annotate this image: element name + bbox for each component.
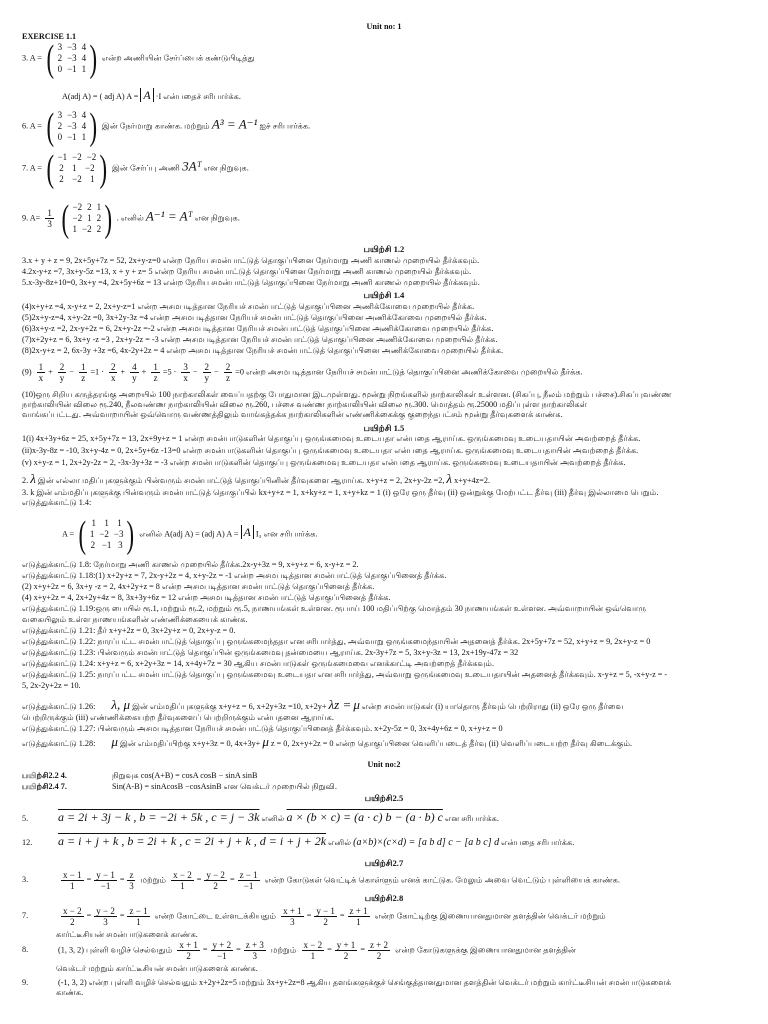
- question-9-system: (9) $\frac{1}{x}$ + $\frac{2}{y}$ − $\frac{1}{z}$ =1 · $\frac{2}{x}$ + $\frac{4}{y}$ + $\frac{1}{z}$ =5 · $\frac{3}{x}$ − $\frac{2}{y}$ − $\frac{2}{z}$ =0 என்ற அசமபடித்தான நேரியச் சமன்பாட்டுத் தொகுப்பினை அணிக்கோவை முறையில் தீர்க்க.: [22, 362, 583, 383]
- matrix-cell: 1: [81, 132, 87, 142]
- question-9-plane-cont: காண்க.: [56, 988, 84, 997]
- example-line: 5, 2x-2y+2z = 10.: [22, 681, 81, 690]
- symmetric-line-equation: $\frac{x + 1}{3}$ = $\frac{y - 1}{2}$ = $\frac{z + 1}{1}$: [283, 906, 368, 927]
- matrix-row: [58, 163, 97, 174]
- example-1-26-line: எடுத்துக்காட்டு 1.27: பின்வரும் அசமபடித்தான நேரியச் சமன்பாட்டுத் தொகுப்பினைத் தீர்க்கவும். x+2y-5z = 0, 3x+4y+6z = 0, x+y+z = 0: [22, 724, 503, 733]
- exercise-1-5-item: (v) x+y-z = 1, 2x+2y-2z = 2, -3x-3y+3z = -3 என்ற சமன்பாடுகளின் தொகுப்பு ஒருங்கமைவு உடையதா என்பதை ஆராய்க. ஒருங்கமைவு உடையதாயின் அவற்றைத் தீர்க்க.: [22, 458, 626, 467]
- matrix-row: [58, 64, 87, 75]
- section-2-7: பயிற்சி2.7: [364, 858, 404, 868]
- matrix-cell: 2: [90, 540, 96, 550]
- question-3-verify: A(adj A) = ( adj A) A = A ·I என்பதைச் சரிபார்க்க.: [62, 88, 241, 102]
- matrix-cell: 4: [81, 53, 87, 63]
- matrix-cell: 3: [57, 42, 63, 52]
- unit-2-item: பயிற்சி2.4 7. Sin(A-B) = sinAcosB −cosAsinB என வெக்டர் முறையில் நிறுவி.: [22, 782, 337, 791]
- question-8-plane-cont: வெக்டர் மற்றும் கார்ட்டீசியன் சமன்பாடுகளைக் காண்க.: [56, 964, 258, 973]
- matrix-cell: −1: [57, 152, 68, 162]
- example-line: எடுத்துக்காட்டு 1.24: x+y+z = 6, x+2y+3z = 14, x+4y+7z = 30 ஆகிய சமன்பாடுகள் ஒருங்கமைவை எனக்காட்டி அவற்றைத் தீர்க்கவும்.: [22, 659, 495, 668]
- matrix-row: [90, 518, 124, 529]
- section-2-8: பயிற்சி2.8: [364, 893, 404, 903]
- question-3: 3. A = ( 3 −3 4 2 −3 4 0 −1 1 ) என்ற அணியின் சேர்ப்பைக் கண்டுபிடித்து: [22, 37, 255, 80]
- exercise-1-4-item: (5)2x+y-z=4, x+y-2z =0, 3x+2y-3z =4 என்ற அசமபடித்தான நேரியச் சமன்பாட்டுத் தொகுப்பினை அணிக்கோவை முறையில் தீர்க்க.: [22, 313, 487, 322]
- matrix-cell: 1: [117, 518, 122, 528]
- matrix-cell: 1: [91, 518, 97, 528]
- matrix-row: [90, 540, 124, 551]
- example-1-4: A = ( 1 1 1 1 −2 −3 2 −1 3 ) எனில் A(adj A) = (adj A) A = A I₃ என சரிபார்க்க.: [62, 513, 318, 556]
- example-line: (2) x+y+2z = 6, 3x+y -z = 2, 4x+2y+z = 8 என்ற அசமபடித்தான சமன்பாட்டுத் தொகுப்பினைத் தீர்க்க.: [22, 582, 375, 591]
- matrix-cell: −2: [72, 202, 83, 212]
- question-3-lines: 3. $\frac{x - 1}{1}$ = $\frac{y - 1}{-1}$ = $\frac{z}{3}$ மற்றும் $\frac{x - 2}{1}$ = $\frac{y - 2}{2}$ = $\frac{z - 1}{-1}$ என்ற கோடுகள் வெட்டிக் கொள்ளும் எனக் காட்டுக. மேலும் அவை வெட்டும் புள்ளியைக் காண்க.: [22, 870, 620, 891]
- matrix-cell: 2: [87, 202, 92, 212]
- exercise-1-4-item: (8)2x-y+z = 2, 6x-3y +3z =6, 4x-2y+2z = 4 என்ற அசமபடித்தான நேரியச் சமன்பாட்டுத் தொகுப்பினை அணிக்கோவை முறையில் தீர்க்க.: [22, 346, 504, 355]
- matrix-cell: −2: [86, 152, 97, 162]
- matrix-cell: 1: [81, 64, 87, 74]
- example-1-26: எடுத்துக்காட்டு 1.26: λ, μ இன் எம்மதிப்புகளுக்கு x+y+z = 6, x+2y+3z =10, x+2y+ λz = μ என்ற சமன்பாடுகள் (i) யாதொரு தீர்வும் பெற்றிராது (ii) ஒரே ஒரு தீர்வை: [22, 697, 624, 712]
- question-9: 9. A= $\frac{1}{3}$ ( −2 2 1 −2 1 2 1 −2 2 ) . எனில் A⁻¹ = Aᵀ என நிறுவுக.: [22, 197, 240, 240]
- question-7-plane: 7. $\frac{x - 2}{2}$ = $\frac{y - 2}{3}$ = $\frac{z - 1}{1}$ என்ற கோட்டை உள்ளடக்கியதும் $\frac{x + 1}{3}$ = $\frac{y - 1}{2}$ = $\frac{z + 1}{1}$ என்ற கோட்டிற்கு இணையானதுமான தளத்தின் வெக்டர் மற்றும்: [22, 906, 606, 927]
- matrix-cell: −3: [67, 121, 77, 131]
- matrix-row: [58, 174, 97, 185]
- question-2-lambda: 2. λ இன் எல்லா மதிப்புகளுக்கும் பின்வரும் சமன்பாட்டுத் தொகுப்பினின் தீர்வுகளை ஆராய்க. x+y+z = 2, 2x+y-2z =2, λ x+y+4z=2.: [22, 471, 491, 486]
- matrix-cell: −2: [72, 213, 83, 223]
- unit-2-heading: Unit no:2: [367, 760, 401, 769]
- symmetric-line-equation: $\frac{x - 2}{1}$ = $\frac{y + 1}{2}$ = $\frac{z + 2}{2}$: [303, 940, 389, 961]
- section-1-2: பயிற்சி 1.2: [363, 244, 405, 254]
- example-line: எடுத்துக்காட்டு 1.25: நாரப்பட்ட சமன்பாட்டுத் தொகுப்பு ஒருங்கமைவு உடையதா என சரிபார்த்து, அவ்வாறு ஒருங்கமைவு உடையதாயின் அதனைத் தீர்க்கவும். x-y+z = 5, -x+y-z = -: [22, 670, 668, 679]
- question-10-line: (10)ஒரு சிறிய கருத்தரங்கு அறையில் 100 நாற்காலிகள் வைப்பதற்கு போதுமான இடமுள்ளது. மூன்று நிறங்களில் நாற்காலிகள் உள்ளன. (சிகப்பு, நீலம் மற்றும் பச்சை).சிகப்புவண்ண: [22, 390, 672, 399]
- question-3-k: 3. k இன் எம்மதிப்புகளுக்கு பின்வரும் சமன்பாட்டுத் தொகுப்பில் kx+y+z = 1, x+ky+z = 1, x+y+kz = 1 (i) ஒரே ஒரு தீர்வு (ii) ஒன்றுக்கு மேற்பட்ட தீர்வு (iii) தீர்வு இல்லாமை பெறும்.: [22, 488, 659, 497]
- unit-1-heading: Unit no: 1: [366, 22, 402, 31]
- matrix-row: [58, 152, 97, 163]
- document-page: [22, 0, 746, 1024]
- matrix-cell: 0: [57, 132, 63, 142]
- example-line: எடுத்துக்காட்டு 1.18:(1) x+2y+z = 7, 2x-y+2z = 4, x+y-2z = -1 என்ற அசமபடித்தான சமன்பாட்டுத் தொகுப்பினைத் தீர்க்க.: [22, 571, 447, 580]
- example-1-28: எடுத்துக்காட்டு 1.28: μ இன் எம்மதிப்பிற்கு x+y+3z = 0, 4x+3y+ μ z = 0, 2x+y+2z = 0 என்ற தொகுப்பினை வெளிப்படைத் தீர்வு (ii) வெளிப்படையற்ற தீர்வு கிடைக்கும்.: [22, 734, 633, 749]
- question-10-line: வாங்கப்பட்டது. அவ்வாறாயின் ஒவ்வொரு வண்ணத்திலும் வாங்கத்தக்க நாற்காலிகளின் எண்ணிக்கைக்கு குறைந்தபட்சம் மூன்று தீர்வுகளைக் காண்க.: [22, 410, 563, 419]
- matrix-row: [73, 224, 102, 235]
- matrix-cell: 2: [57, 53, 63, 63]
- matrix-row: [58, 132, 87, 143]
- question-5-vectors: 5. a = 2i + 3j − k , b = −2i + 5k , c = j − 3k எனில் a × (b × c) = (a · c) b − (a · b) c என சரிபார்க்க.: [22, 810, 499, 824]
- question-10-line: நாற்காலியின் விலை ரூ.240, நீலவண்ண நாற்காலியின் விலை ரூ.260, பச்சை வண்ண நாற்காலியின் விலை ரூ.300. மொத்தம் ரூ.25000 மதிப்புள்ள நாற்காலிகள்: [22, 400, 588, 409]
- matrix-cell: 0: [57, 64, 63, 74]
- matrix-cell: 1: [72, 224, 78, 234]
- exercise-1-2-item: 4.2x-y+z =7, 3x+y-5z =13, x + y + z= 5 என்ற நேரிய சமன்பாட்டுத் தொகுப்பினை நேர்மாறு அணி காணல் முறையில் தீர்க்கவும்.: [22, 267, 472, 276]
- symmetric-line-equation: $\frac{x - 2}{1}$ = $\frac{y - 2}{2}$ = $\frac{z - 1}{-1}$: [173, 870, 258, 891]
- matrix-cell: −2: [99, 529, 109, 539]
- matrix-row: [73, 202, 102, 213]
- question-8-plane: 8. (1, 3, 2) புள்ளி வழிச் செல்வதும் $\frac{x + 1}{2}$ = $\frac{y + 2}{-1}$ = $\frac{z + 3}{3}$ மற்றும் $\frac{x - 2}{1}$ = $\frac{y + 1}{2}$ = $\frac{z + 2}{2}$ என்ற கோடுகளுக்கு இணையானதுமான தளத்தின்: [22, 940, 576, 961]
- matrix-cell: −2: [82, 224, 92, 234]
- matrix-row: [58, 42, 87, 53]
- matrix-cell: 2: [59, 174, 64, 184]
- matrix-cell: −1: [67, 132, 77, 142]
- matrix-row: [58, 110, 87, 121]
- matrix-cell: 2: [59, 163, 64, 173]
- example-line: எடுத்துக்காட்டு 1.21: தீர் x+y+2z = 0, 3x+2y+z = 0, 2x+y-z = 0.: [22, 626, 236, 635]
- section-2-5: பயிற்சி2.5: [364, 793, 404, 803]
- question-12-vectors: 12. a = i + j + k , b = 2i + k , c = 2i + j + k , d = i + j + 2k எனில் (a×b)×(c×d) = [a b d] c − [a b c] d என்பதை சரிபார்க்க.: [22, 834, 575, 848]
- matrix-cell: 1: [89, 529, 95, 539]
- matrix-q3: ( 3 −3 4 2 −3 4 0 −1 1 ): [46, 37, 98, 80]
- matrix-cell: −3: [67, 110, 77, 120]
- unit-2-item: பயிற்சி2.2 4. நிறுவுக cos(A+B) = cosA cosB − sinA sinB: [22, 771, 258, 780]
- question-7-plane-cont: கார்ட்டீசியன் சமன்பாடுகளைக் காண்க.: [56, 930, 198, 939]
- exercise-1-4-item: (7)x+2y+z = 6, 3x+y -z =3 , 2x+y-2z = -3 என்ற அசமபடித்தான நேரியச் சமன்பாட்டுத் தொகுப்பினை அணிக்கோவை முறையில் தீர்க்க.: [22, 335, 498, 344]
- matrix-q6: ( 3 −3 4 2 −3 4 0 −1 1 ): [46, 105, 98, 148]
- matrix-cell: −3: [113, 529, 124, 539]
- question-9-plane: 9. (-1, 3, 2) என்ற புள்ளி வழிச் செல்வதும் x+2y+2z=5 மற்றும் 3x+y+2z=8 ஆகிய தளங்களுக்குச் செங்குத்தானதுமான தளத்தின் வெக்டர் மற்றும் கார்ட்டீசியன் சமன்பாடுகளைக்: [22, 978, 671, 987]
- symmetric-line-equation: $\frac{x + 1}{2}$ = $\frac{y + 2}{-1}$ = $\frac{z + 3}{3}$: [179, 940, 264, 961]
- matrix-ex14: ( 1 1 1 1 −2 −3 2 −1 3 ): [78, 513, 135, 556]
- section-1-4: பயிற்சி 1.4: [363, 290, 405, 300]
- matrix-cell: −2: [72, 174, 82, 184]
- matrix-cell: 2: [96, 213, 102, 223]
- exercise-1-5-item: (ii)x-3y-8z = -10, 3x+y-4z = 0, 2x+5y+6z -13=0 என்ற சமன்பாடுகளின் தொகுப்பு ஒருங்கமைவு உடையதா என்பதை ஆராய்க. ஒருங்கமைவு உடையதாயின் அவற்றைத் தீர்க்க.: [22, 446, 639, 455]
- matrix-cell: 1: [72, 163, 77, 173]
- matrix-q7: ( −1 −2 −2 2 1 −2 2 −2 1 ): [46, 147, 108, 190]
- matrix-cell: 3: [118, 540, 123, 550]
- example-line: எடுத்துக்காட்டு 1.22: நாரப்பட்ட சமன்பாட்டுத் தொகுப்பு ஒருங்கமைந்ததா என சரிபார்த்து, அவ்வாறு ஒருங்கமைந்தாயின் அதனைத் தீர்க்க. 2x+5y+7z = 52, x+y+z = 9, 2x+y-z = 0: [22, 637, 651, 646]
- exercise-heading: EXERCISE 1.1: [22, 32, 77, 41]
- matrix-cell: 3: [57, 110, 63, 120]
- example-line: எடுத்துக்காட்டு 1.8: நேர்மாறு அணி காணல் முறையில் தீர்க்க.2x-y+3z = 9, x+y+z = 6, x-y+z = 2.: [22, 560, 359, 569]
- example-line: (4) x+y+2z = 4, 2x+2y+4z = 8, 3x+3y+6z = 12 என்ற அசமபடித்தான சமன்பாட்டுத் தொகுப்பினைத் தீர்க்க.: [22, 593, 391, 602]
- question-7: 7. A = ( −1 −2 −2 2 1 −2 2 −2 1 ) இன் சேர்ப்பு அணி 3Aᵀ என நிறுவுக.: [22, 147, 249, 190]
- example-line: வகையிலும் உள்ள நாணயங்களின் எண்ணிக்கையைக் காண்க.: [22, 615, 248, 624]
- matrix-cell: 4: [81, 42, 87, 52]
- matrix-cell: −2: [85, 163, 95, 173]
- matrix-row: [73, 213, 102, 224]
- matrix-cell: 2: [57, 121, 63, 131]
- example-1-26-line: பெற்றிருக்கும் (iii) எண்ணிக்கையற்ற தீர்வுகளைப் பெற்றிருக்கும் என்பதனை ஆராய்க.: [22, 713, 334, 722]
- matrix-row: [58, 53, 87, 64]
- example-line: எடுத்துக்காட்டு 1.19:ஒரு பையில் ரூ.1, மற்றும் ரூ.2, மற்றும் ரூ.5, நாணயங்கள் உள்ளன. ரூபாய் 100 மதிப்பிற்கு மொத்தம் 30 நாணயங்கள் உள்ளன. அவ்வாறாயின் ஒவ்வொரு: [22, 604, 647, 613]
- matrix-cell: 4: [81, 110, 87, 120]
- matrix-cell: 1: [90, 174, 95, 184]
- matrix-cell: 1: [87, 213, 92, 223]
- matrix-cell: −1: [67, 64, 77, 74]
- exercise-1-5-item: 1(i) 4x+3y+6z = 25, x+5y+7z = 13, 2x+9y+z = 1 என்ற சமன்பாடுகளின் தொகுப்பு ஒருங்கமைவு உடையதா என்பதை ஆராய்க. ஒருங்கமைவு உடையதாயின் அவற்றைத் தீர்க்க.: [22, 434, 641, 443]
- matrix-row: [58, 121, 87, 132]
- matrix-cell: 1: [104, 518, 109, 528]
- matrix-cell: 4: [81, 121, 87, 131]
- matrix-cell: −2: [72, 152, 82, 162]
- section-1-5: பயிற்சி 1.5: [363, 423, 405, 433]
- matrix-cell: −3: [67, 42, 77, 52]
- symmetric-line-equation: $\frac{x - 2}{2}$ = $\frac{y - 2}{3}$ = $\frac{z - 1}{1}$: [63, 906, 148, 927]
- matrix-cell: 2: [96, 224, 102, 234]
- matrix-cell: −1: [101, 540, 112, 550]
- matrix-cell: 1: [96, 202, 102, 212]
- symmetric-line-equation: $\frac{x - 1}{1}$ = $\frac{y - 1}{-1}$ = $\frac{z}{3}$: [63, 870, 134, 891]
- matrix-cell: −3: [67, 53, 77, 63]
- matrix-q9: ( −2 2 1 −2 1 2 1 −2 2 ): [61, 197, 113, 240]
- exercise-1-4-item: (4)x+y+z =4, x-y+z = 2, 2x+y-z=1 என்ற அசமபடித்தான நேரியச் சமன்பாட்டுத் தொகுப்பினை அணிக்கோவை முறையில் தீர்க்க.: [22, 302, 475, 311]
- matrix-row: [90, 529, 124, 540]
- example-1-4-label: எடுத்துக்காட்டு 1.4:: [22, 498, 92, 507]
- exercise-1-4-item: (6)3x+y-z =2, 2x-y+2z = 6, 2x+y-2z =-2 என்ற அசமபடித்தான நேரியச் சமன்பாட்டுத் தொகுப்பினை அணிக்கோவை முறையில் தீர்க்க.: [22, 324, 494, 333]
- exercise-1-2-item: 3.x + y + z = 9, 2x+5y+7z = 52, 2x+y-z=0 என்ற நேரிய சமன்பாட்டுத் தொகுப்பினை நேர்மாறு அணி காணல் முறையில் தீர்க்கவும்.: [22, 256, 480, 265]
- exercise-1-2-item: 5.x-3y-8z+10=0, 3x+y =4, 2x+5y+6z = 13 என்ற நேரிய சமன்பாட்டுத் தொகுப்பினை நேர்மாறு அணி காணல் முறையில் தீர்க்கவும்.: [22, 278, 480, 287]
- example-line: எடுத்துக்காட்டு 1.23: பின்வரும் சமன்பாட்டுத் தொகுப்பின் ஒருங்கமைவு தன்மையை ஆராய்க. 2x-3y+7z = 5, 3x+y-3z = 13, 2x+19y-47z = 32: [22, 648, 519, 657]
- question-6: 6. A = ( 3 −3 4 2 −3 4 0 −1 1 ) இன் நேர்மாறு காண்க. மற்றும் A³ = A⁻¹ ஐச் சரிபார்க்க.: [22, 105, 311, 148]
